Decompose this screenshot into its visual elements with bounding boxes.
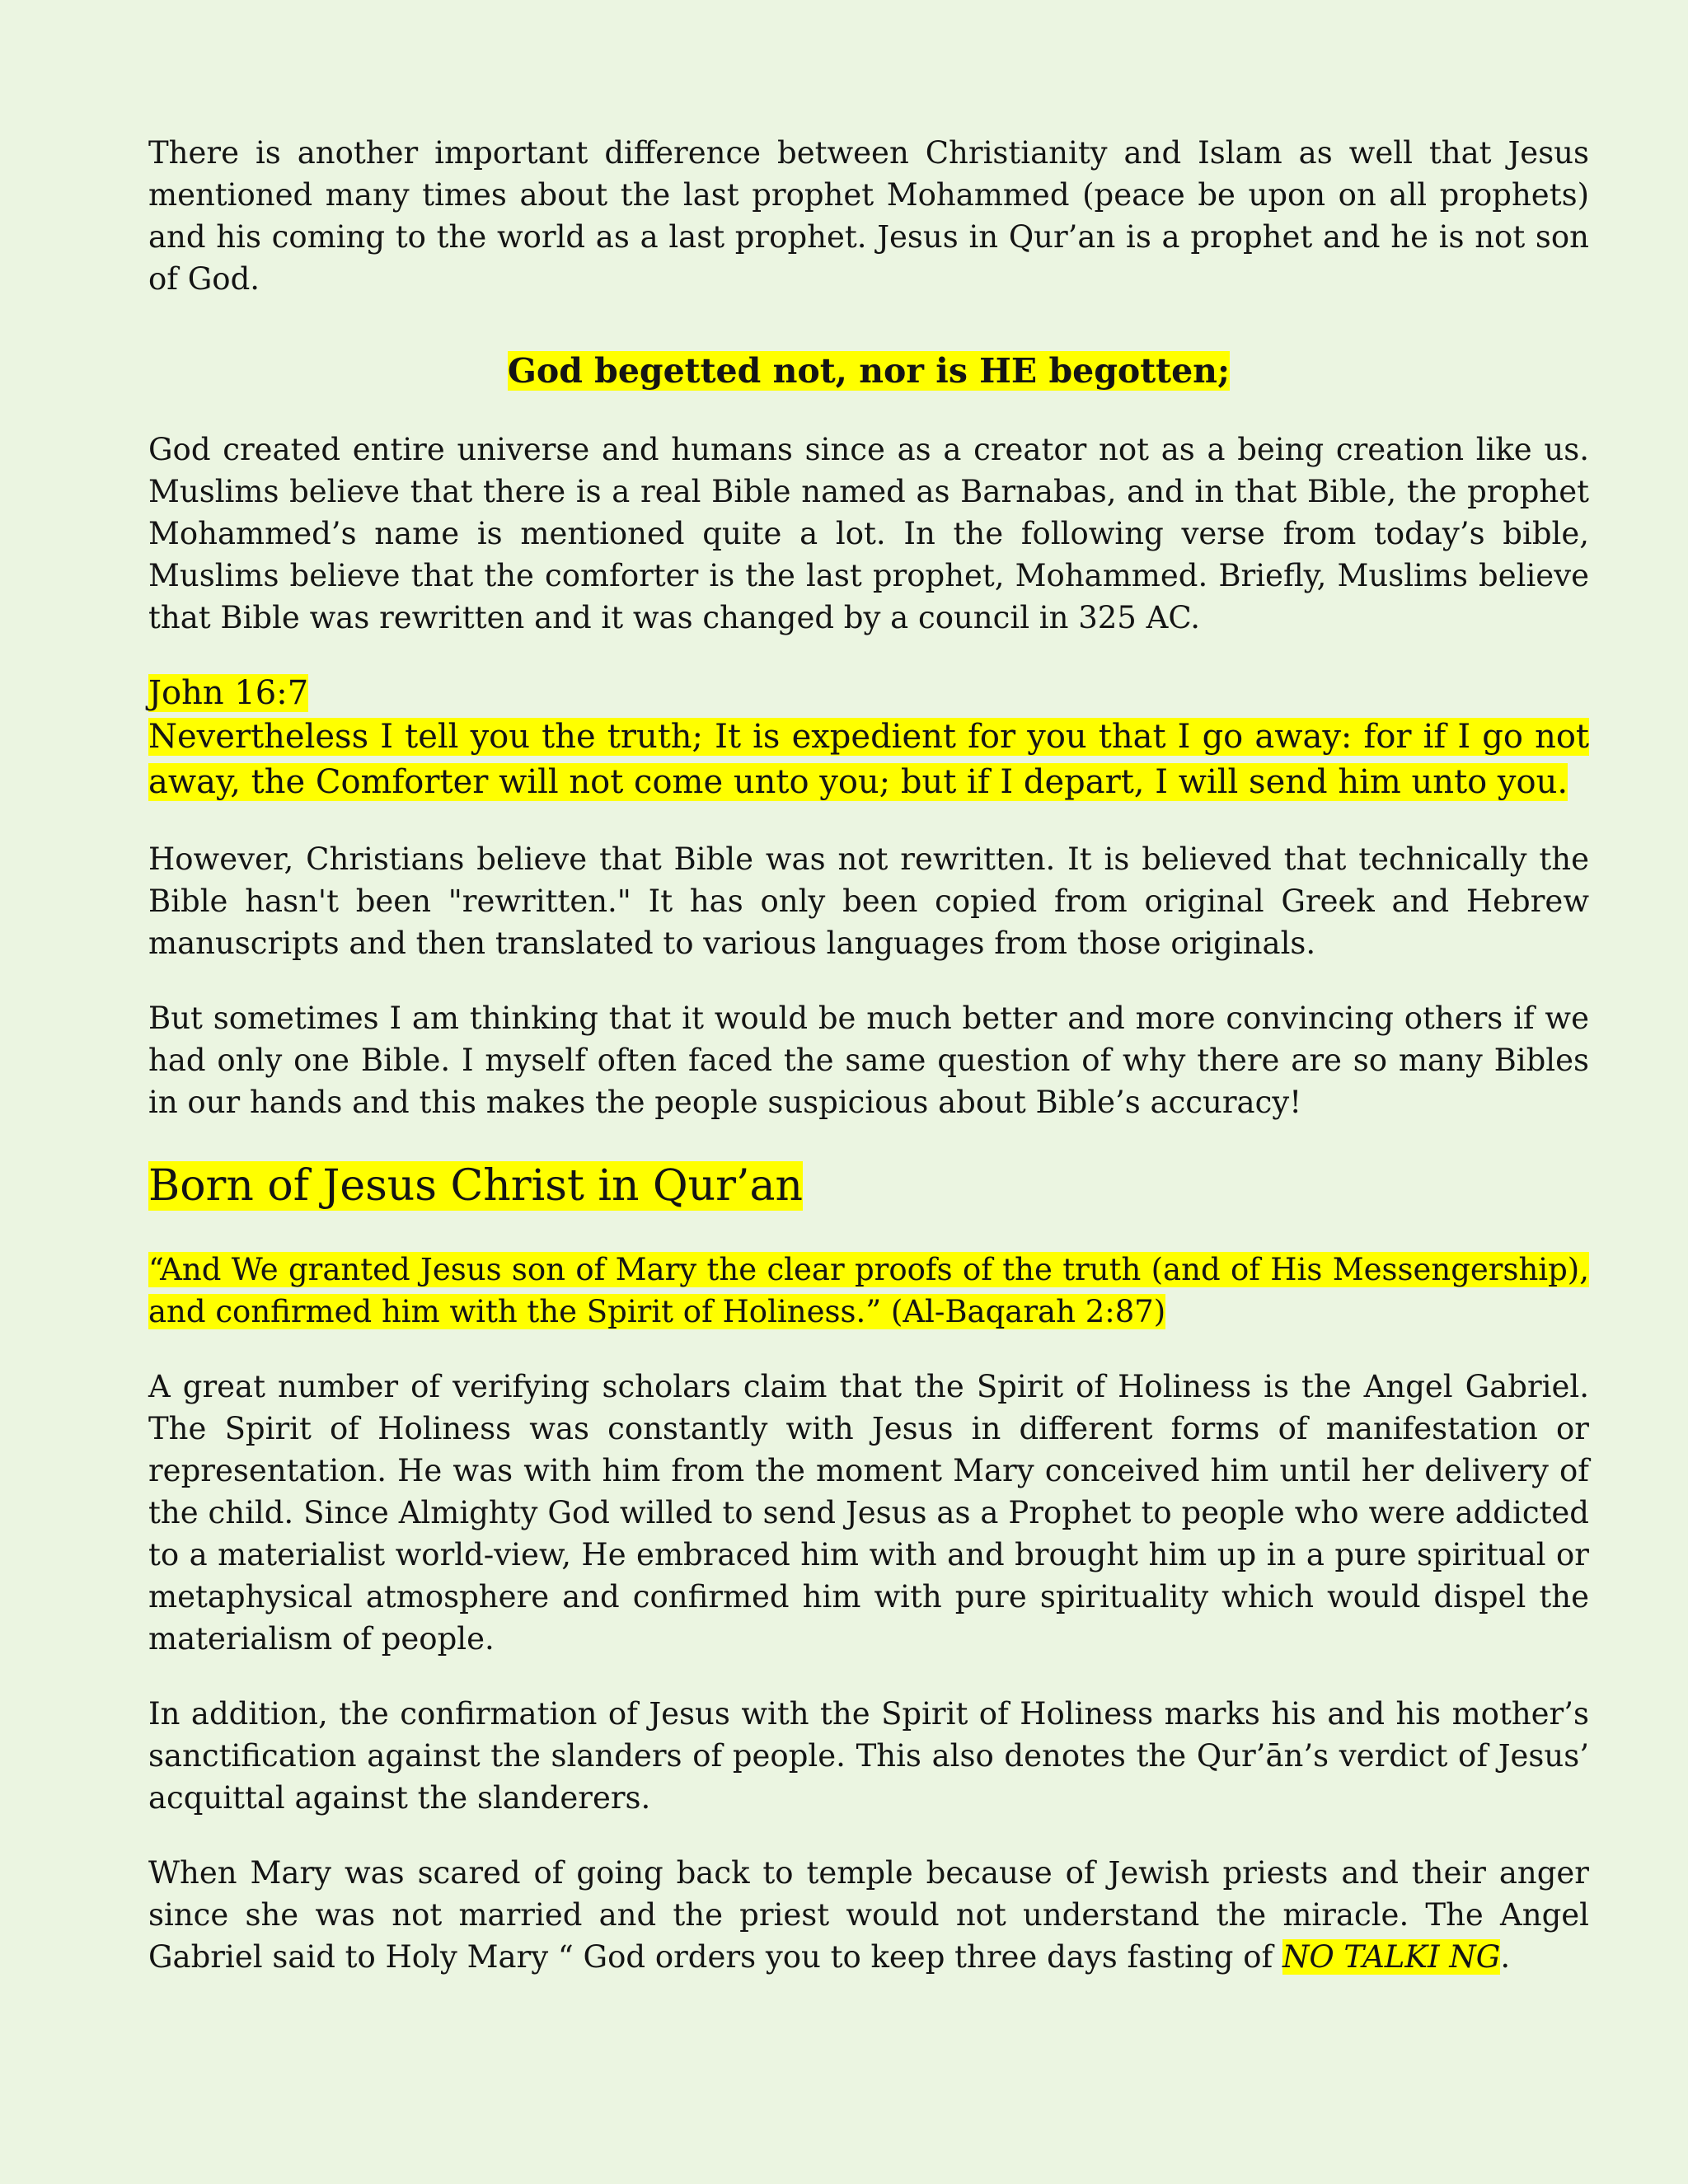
spacer — [148, 1333, 1589, 1366]
spacer — [148, 1123, 1589, 1156]
quran-quote — [148, 1249, 1589, 1333]
spacer — [148, 639, 1589, 672]
paragraph-mary-scared-text: When Mary was scared of going back to temple because of Jewish priests and their anger since she was not married and the priest would not understand the miracle. The Angel Gabriel said to Holy Mary “ God orders you to keep three days fasting of — [148, 1855, 1589, 1975]
paragraph-spirit-of-holiness: A great number of verifying scholars claim that the Spirit of Holiness is the Angel Gabriel. The Spirit of Holiness was constantly with Jesus in different forms of manifestation or representation. He was with him from the moment Mary conceived him until her delivery of the child. Since Almighty God willed to send Jesus as a Prophet to people who were addicted to a materialist world-view, He embraced him with and brought him up in a pure spiritual or metaphysical atmosphere and confirmed him with pure spirituality which would dispel the materialism of people. — [148, 1369, 1589, 1657]
heading-god-begotten — [148, 346, 1589, 396]
paragraph-confirmation: In addition, the confirmation of Jesus with the Spirit of Holiness marks his and his mother’s sanctification against the slanders of people. This also denotes the Qur’ān’s verdict of Jesus’ acquittal against the slanderers. — [148, 1696, 1589, 1816]
spacer — [148, 1216, 1589, 1249]
verse-reference-text: John 16:7 — [148, 674, 309, 712]
document-page — [148, 132, 1589, 1978]
heading-god-begotten-text: God begetted not, nor is HE begotten; — [507, 351, 1231, 391]
spacer — [148, 1819, 1589, 1852]
spacer — [148, 805, 1589, 838]
paragraph-mary-scared-end: . — [1500, 1939, 1511, 1975]
paragraph-barnabas: God created entire universe and humans since as a creator not as a being creation like us. Muslims believe that there is a real Bible named as Barnabas, and in that Bible, the prophet Mohammed’s name is mentioned quite a lot. In the following verse from today’s bible, Muslims believe that the comforter is the last prophet, Mohammed. Briefly, Muslims believe that Bible was rewritten and it was changed by a council in 325 AC. — [148, 432, 1589, 635]
spacer — [148, 300, 1589, 346]
spacer — [148, 964, 1589, 997]
paragraph-one-bible: But sometimes I am thinking that it would be much better and more convincing others if we had only one Bible. I myself often faced the same question of why there are so many Bibles in our hands and this makes the people suspicious about Bible’s accuracy! — [148, 1001, 1589, 1120]
section-title-text: Born of Jesus Christ in Qur’an — [148, 1161, 804, 1211]
section-title-born-of-jesus — [148, 1156, 1589, 1216]
no-talking-highlight: NO TALKI NG — [1282, 1939, 1501, 1975]
spacer — [148, 396, 1589, 429]
paragraph-mary-scared — [148, 1852, 1589, 1978]
spacer — [148, 1660, 1589, 1693]
verse-quote — [148, 715, 1589, 805]
verse-reference — [148, 672, 1589, 715]
paragraph-christians-believe: However, Christians believe that Bible was not rewritten. It is believed that technically the Bible hasn't been "rewritten." It has only been copied from original Greek and Hebrew manuscripts and then translated to various languages from those originals. — [148, 841, 1589, 961]
paragraph-intro: There is another important difference between Christianity and Islam as well that Jesus mentioned many times about the last prophet Mohammed (peace be upon on all prophets) and his coming to the world as a last prophet. Jesus in Qur’an is a prophet and he is not son of God. — [148, 135, 1589, 297]
quran-quote-text: “And We granted Jesus son of Mary the clear proofs of the truth (and of His Messengership), and confirmed him with the Spirit of Holiness.” (Al-Baqarah 2:87) — [148, 1252, 1589, 1329]
verse-quote-text: Nevertheless I tell you the truth; It is expedient for you that I go away: for if I go not away, the Comforter will not come unto you; but if I depart, I will send him unto you. — [148, 718, 1589, 801]
